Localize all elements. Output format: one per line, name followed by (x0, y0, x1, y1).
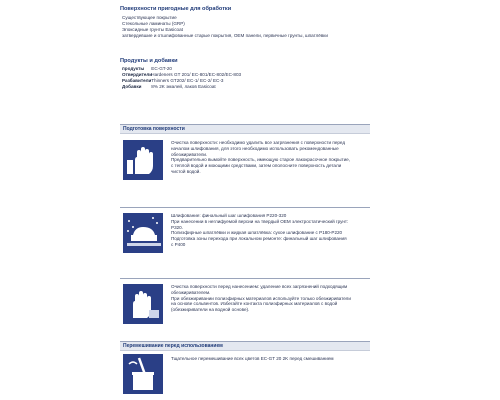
prep-line: чистой водой. (171, 168, 201, 174)
product-row (122, 66, 172, 71)
products-title: Продукты и добавки (120, 58, 178, 64)
divider (120, 207, 370, 208)
product-key: продукты (122, 66, 145, 71)
prep-line: с P400 (171, 241, 186, 247)
prep-line: Очистка поверхности перед нанесением: удаление всех загрязнений подходящим (171, 284, 348, 289)
stirring-icon (123, 354, 163, 394)
hand-cleaning-icon (123, 140, 163, 180)
surface-line: Существующее покрытие (122, 15, 177, 20)
mixing-header-label: Перемешивание перед использованием (123, 343, 223, 349)
prep-block-text (171, 284, 371, 313)
prep-line: P320. (171, 224, 184, 230)
surface-line: Эпоксидные грунты Easicoat (122, 27, 183, 32)
surface-line: затвердевшие и отшлифованные старые покрытия, OEM панели, первичные грунты, шпатлёвки (122, 33, 328, 38)
hand-wipe-icon (123, 284, 163, 324)
product-row (122, 72, 241, 77)
product-key: Отвердители (122, 72, 153, 77)
prep-block-text (171, 140, 371, 175)
sander-icon (123, 213, 163, 253)
product-key: Добавки (122, 84, 142, 89)
prep-line: При обезжиривании полиэфирных материалов используйте только обезжириватели (171, 295, 351, 301)
prep-line: обезжириватели. (171, 151, 208, 157)
prep-block-text (171, 213, 371, 248)
prep-line: Полиэфирные шпатлёвки и жидкая шпатлёвка: сухое шлифование с P180-P220 (171, 230, 343, 236)
prep-header-label: Подготовка поверхности (123, 126, 185, 132)
prep-line: на основе сольвентов. Избегайте контакта полиэфирных материалов с водой (171, 301, 338, 307)
prep-section-header (120, 124, 370, 134)
mixing-text (171, 356, 371, 362)
product-value: EC-GT-20 (151, 66, 172, 71)
prep-line: При нанесении в неглифуемой версии на твердый OEM электростатический грунт: (171, 218, 349, 224)
surface-line: Стекольные ламинаты (GRP) (122, 21, 185, 26)
prep-line: (обезжириватели на водной основе). (171, 307, 250, 313)
product-value: Hardeners GT 201/ EC-801/EC-802/EC-803 (151, 72, 242, 77)
divider (120, 278, 370, 279)
product-value: 8% 2K эмалей, лаков Easicoat (151, 84, 216, 89)
prep-line: началом шлифования, для этого необходимо использовать рекомендованные (171, 145, 339, 151)
surfaces-title: Поверхности пригодные для обработки (120, 6, 232, 12)
mixing-line: Тщательное перемешивание всех цветов EC-GT 20 2K перед смешиванием (171, 356, 334, 361)
product-key: Разбавители (122, 78, 152, 83)
mixing-section-header (120, 341, 370, 351)
product-row (122, 84, 216, 89)
product-row (122, 78, 223, 83)
prep-line: Подготовка зоны перехода при локальном ремонте: финальный шаг шлифования (171, 236, 347, 242)
prep-line: Предварительно вымойте поверхность, имеющую старое лакокрасочное покрытие, (171, 157, 350, 163)
prep-line: с теплой водой и моющими средствами, затем ополосните поверхность детали (171, 163, 342, 169)
prep-line: Шлифование: финальный шаг шлифования P220-320 (171, 213, 287, 218)
product-value: Thinners GT202/ EC-1/ EC-2/ EC-3 (151, 78, 224, 83)
prep-line: обезжиривателем. (171, 289, 211, 295)
prep-line: Очистка поверхности: необходимо удалить все загрязнения с поверхности перед (171, 140, 346, 145)
